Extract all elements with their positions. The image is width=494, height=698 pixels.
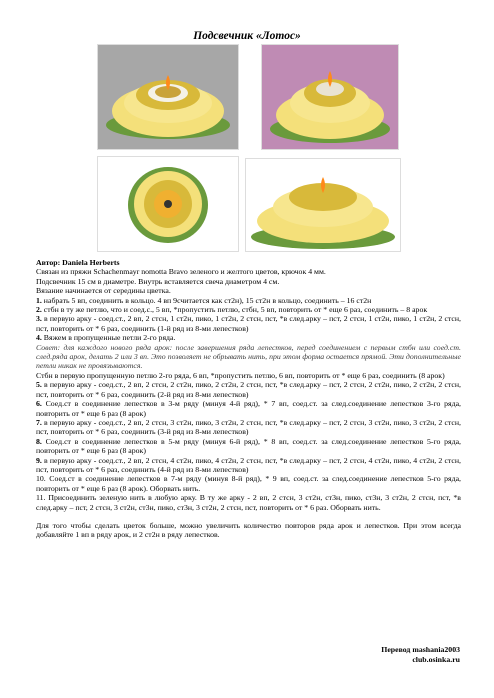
paragraph-text: в первую арку - соед.ст., 2 вп, 2 стсн, 4 ст2н, пико, 4 ст2н, 2 стсн, пст, *в след.арку – пст, 2 стсн, 4 ст2н, пико, 4 ст2н, 2 стсн, пст, повторить от * 6 раз, соединить (4-й ряд из 8-ми лепестков) [36,455,461,474]
step-number: 8. [36,436,42,446]
step-number: 9. [36,455,42,465]
paragraph [36,305,461,314]
paragraph-gap [36,512,461,521]
paragraph [36,418,461,437]
paragraph [36,277,461,286]
paragraph-text: Вяжем в пропущенные петли 2-го ряда. [41,333,176,343]
step-number: 5. [36,380,42,390]
photo-collage [97,44,399,250]
paragraph [36,296,461,305]
credit-site: club.osinka.ru [412,654,460,664]
paragraph [36,493,461,512]
paragraph-text: Автор: Daniela Herberts [36,258,120,267]
step-number: 3. [36,314,42,324]
photo-lotus-top-gray [97,44,239,150]
paragraph-text: Совет: для каждого нового ряда арок: после завершения ряда лепестков, перед соединением с первым стбн или соед.ст. след.ряда арок, делать 2 или 3 вп. Это позволяет не обрывать нить, при этом форма остается прямой. Эти дополнительные петли никак не провязываются. [36,342,461,371]
paragraph [36,521,461,540]
paragraph [36,380,461,399]
translator-credit [381,645,460,664]
paragraph [36,437,461,456]
paragraph [36,314,461,333]
paragraph-text: в первую арку - соед.ст., 2 вп, 2 стсн, 2 ст2н, пико, 2 ст2н, 2 стсн, пст, *в след.арку – пст, 2 стсн, 2 ст2н, пико, 2 ст2н, 2 стсн, пст, повторить от * 6 раз, соединить (2-й ряд из 8-ми лепестков) [36,380,461,399]
step-number: 2. [36,305,42,315]
paragraph-text: в первую арку - соед.ст., 2 вп, 2 стсн, 1 ст2н, пико, 1 ст2н, 2 стсн, пст, *в след.арку – пст, 2 стсн, 1 ст2н, пико, 1 ст2н, 2 стсн, пст, повторить от * 6 раз, соединить (1-й ряд из 8-ми лепестков) [36,314,461,333]
lotus-illustration [262,45,398,149]
paragraph [36,456,461,475]
photo-lotus-side-purple [261,44,399,150]
paragraph-text: Стбн в первую пропущенную петлю 2-го ряда, 6 вп, *пропустить петлю, 6 вп, повторить от * еще 6 раз, соединить (8 арок) [36,370,445,380]
paragraph [36,399,461,418]
paragraph [36,371,461,380]
paragraph-text: Связан из пряжи Schachenmayr nomotta Bravo зеленого и желтого цветов, крючок 4 мм. [36,267,326,277]
credit-translator: Перевод mashania2003 [381,645,460,654]
lotus-illustration [98,45,238,149]
paragraph [36,474,461,493]
paragraph [36,333,461,342]
step-number: 1. [36,295,42,305]
lotus-illustration [246,159,400,251]
page-title: Подсвечник «Лотос» [193,30,301,42]
paragraph-text: Соед.ст в соединение лепестков в 5-м ряду (минуя 6-й ряд), * 8 вп, соед.ст. за след.соединение лепестков 5-го ряда, повторить от * еще 6 раз (8 арок) [36,436,461,456]
paragraph-text: 11. Присоединить зеленую нить в любую арку. В ту же арку - 2 вп, 2 стсн, 3 ст2н, ст3н, пико, ст3н, 3 ст2н, 2 стсн, пст, *в след.арку – пст, 2 стсн, 3 ст2н, ст3н, пико, ст3н, 3 ст2н, 2 стсн, пст, повторить от * 6 раз. Оборвать нить. [36,493,461,512]
step-number: 4. [36,333,42,343]
paragraph [36,343,461,371]
paragraph [36,267,461,276]
photo-lotus-closeup [245,158,401,252]
paragraph-text: Для того чтобы сделать цветок больше, можно увеличить количество повторов ряда арок и лепестков. При этом всегда добавляйте 1 вп в ряду арок, и 2 ст2н в ряду лепестков. [36,520,461,540]
step-number: 6. [36,399,42,409]
paragraph-text: Подсвечник 15 см в диаметре. Внутрь вставляется свеча диаметром 4 см. [36,276,280,286]
pattern-text [36,258,461,540]
paragraph-text: стбн в ту же петлю, что и соед.с., 5 вп, *пропустить петлю, стбн, 5 вп, повторить от * еще 6 раз, соединить – 8 арок [41,305,428,315]
paragraph-text: Соед.ст в соединение лепестков в 3-м ряду (минуя 4-й ряд), * 7 вп, соед.ст. за след.соединение лепестков 3-го ряда, повторить от * еще 6 раз (8 арок) [36,399,461,418]
step-number: 7. [36,417,42,427]
paragraph-text: в первую арку - соед.ст., 2 вп, 2 стсн, 3 ст2н, пико, 3 ст2н, 2 стсн, пст, *в след.арку – пст, 2 стсн, 3 ст2н, пико, 3 ст2н, 2 стсн, пст, повторить от * 6 раз, соединить (3-й ряд из 8-ми лепестков) [36,417,461,437]
paragraph [36,258,461,267]
photo-lotus-top-white [97,156,239,252]
paragraph-text: набрать 5 вп, соединить в кольцо. 4 вп 9считается как ст2н), 15 ст2н в кольцо, соединить – 16 ст2н [41,295,372,305]
paragraph-text: Вязание начинается от середины цветка. [36,286,171,296]
paragraph-text: 10. Соед.ст в соединение лепестков в 7-м ряду (минуя 8-й ряд), * 9 вп, соед.ст. за след.соединение лепестков 5-го ряда, повторить от * еще 6 раз (8 арок). Оборвать нить. [36,474,461,493]
lotus-illustration [98,157,238,251]
paragraph [36,286,461,295]
